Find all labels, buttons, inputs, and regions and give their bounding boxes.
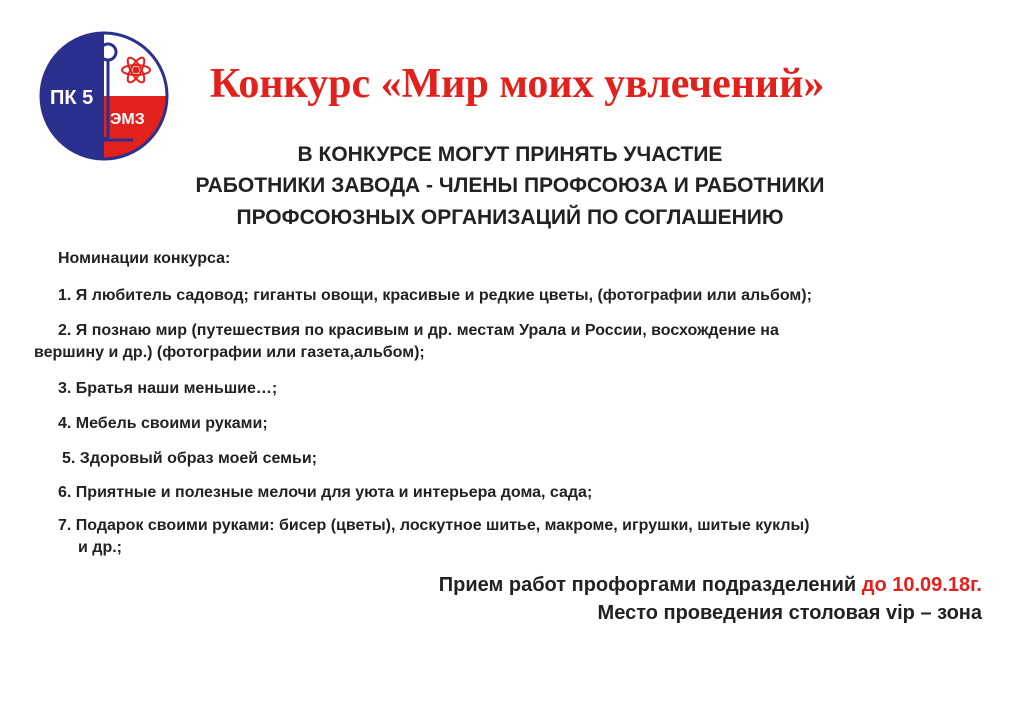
nomination-text: 6. Приятные и полезные мелочи для уюта и интерьера дома, сада; <box>58 484 593 501</box>
nomination-text: 4. Мебель своими руками; <box>58 415 268 432</box>
nomination-item-5 <box>62 448 1022 470</box>
nomination-text: 7. Подарок своими руками: бисер (цветы), лоскутное шитье, макроме, игрушки, шитые куклы) <box>58 517 810 534</box>
footer-prefix: Прием работ профоргами подразделений <box>438 574 862 596</box>
page-title: Конкурс «Мир моих увлечений» <box>210 61 825 107</box>
nomination-text: 1. Я любитель садовод; гиганты овощи, красивые и редкие цветы, (фотографии или альбом); <box>58 287 812 304</box>
logo-text-right: ЭМЗ <box>110 111 145 128</box>
nomination-text-cont: и др.; <box>78 539 122 556</box>
nomination-item-4 <box>58 413 1018 435</box>
nomination-item-7 <box>58 515 998 559</box>
footer-line-1 <box>439 572 982 598</box>
nomination-text: 3. Братья наши меньшие…; <box>58 380 278 397</box>
nomination-item-3 <box>58 378 1018 400</box>
nomination-item-2 <box>34 320 994 364</box>
logo-text-left: ПК 5 <box>50 87 94 109</box>
nomination-text-cont: вершину и др.) (фотографии или газета,альбом); <box>34 344 425 361</box>
subtitle-line-1: В КОНКУРСЕ МОГУТ ПРИНЯТЬ УЧАСТИЕ <box>297 143 723 166</box>
footer-deadline: до 10.09.18г. <box>861 574 982 596</box>
subtitle-line-3: ПРОФСОЮЗНЫХ ОРГАНИЗАЦИЙ ПО СОГЛАШЕНИЮ <box>236 206 784 229</box>
nomination-text: 2. Я познаю мир (путешествия по красивым и др. местам Урала и России, восхождение на <box>58 322 779 339</box>
nominations-heading: Номинации конкурса: <box>58 250 231 267</box>
nomination-text: 5. Здоровый образ моей семьи; <box>62 450 317 467</box>
nomination-item-1 <box>58 285 1018 307</box>
subtitle-line-2: РАБОТНИКИ ЗАВОДА - ЧЛЕНЫ ПРОФСОЮЗА И РАБОТНИКИ <box>195 174 825 197</box>
nomination-item-6 <box>58 482 1018 504</box>
footer-line-2: Место проведения столовая vip – зона <box>597 602 982 624</box>
